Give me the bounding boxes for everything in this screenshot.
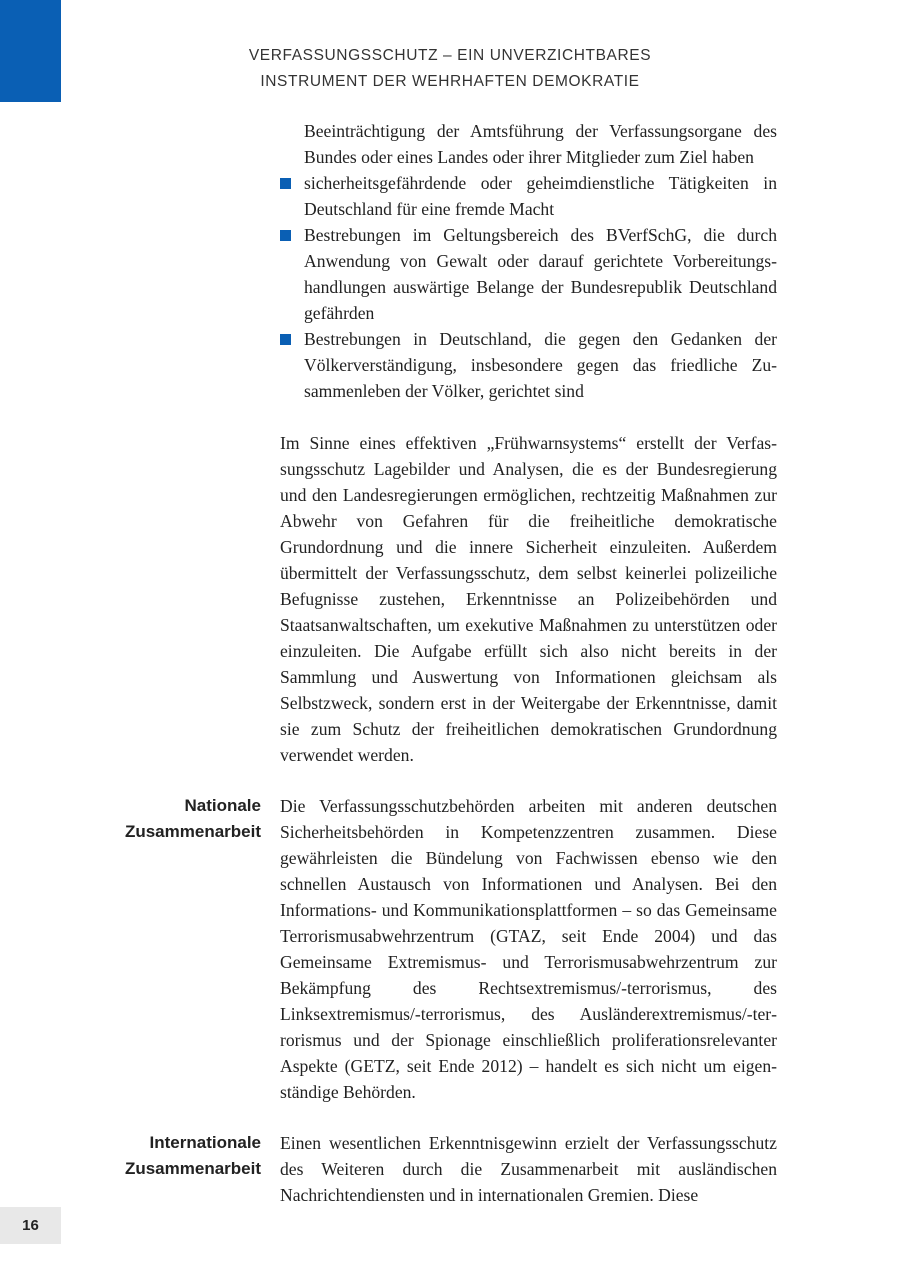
square-bullet-icon — [280, 178, 291, 189]
section-heading — [80, 1130, 261, 1182]
list-item — [280, 170, 777, 222]
page-number: 16 — [0, 1207, 61, 1244]
list-item — [280, 326, 777, 404]
list-item-text: sicherheitsgefährdende oder geheimdienstliche Tätigkeiten in Deutschland für eine fremde Macht — [304, 173, 777, 219]
list-item-text: Bestrebungen in Deutschland, die gegen den Gedanken der Völkerverständigung, insbesondere gegen das friedliche Zusammenleben der Völker, gerichtet sind — [304, 329, 777, 401]
section-heading-line-2: Zusammenarbeit — [124, 822, 261, 841]
list-item-text: Beeinträchtigung der Amtsführung der Verfassungsorgane des Bundes oder eines Landes oder ihrer Mitglieder zum Ziel haben — [304, 121, 777, 167]
section-heading-line-1: Internationale — [149, 1133, 261, 1152]
corner-accent-block — [0, 0, 61, 102]
header-line-1: VERFASSUNGSSCHUTZ – EIN UNVERZICHTBARES — [248, 47, 652, 64]
list-item-text: Bestrebungen im Geltungsbereich des BVerfSchG, die durch Anwendung von Gewalt oder darauf gerichtete Vorbereitungshandlungen auswärtige Belange der Bundesrepublik Deutschland gefährden — [304, 225, 777, 323]
list-item — [280, 222, 777, 326]
main-content — [280, 118, 777, 768]
square-bullet-icon — [280, 230, 291, 241]
section-heading — [80, 793, 261, 845]
running-header — [200, 43, 700, 95]
section-body: Einen wesentlichen Erkenntnisgewinn erzielt der Verfassungsschutz des Weiteren durch die Zusammenarbeit mit ausländischen Nachrichtendiensten und in internationalen Gremien. Diese — [280, 1133, 777, 1205]
section-body: Die Verfassungsschutzbehörden arbeiten mit anderen deutschen Sicherheitsbehörden in Kompetenzzentren zusammen. Diese gewährleisten die Bündelung von Fachwissen ebenso wie den schnellen Austausch von Informationen und Analysen. Bei den Informations- und Kommunikationsplattformen – so das Gemeinsame Terrorismusabwehrzentrum (GTAZ, seit Ende 2004) und das Gemeinsame Extremismus- und Terrorismusabwehrzentrum zur Bekämpfung des Rechtsextremismus/-terrorismus, des Linksextremismus/-terrorismus, des Ausländerextremismus/-terrorismus und der Spionage einschließlich proliferationsrelevanter Aspekte (GETZ, seit Ende 2012) – handelt es sich nicht um eigenständige Behörden. — [280, 796, 777, 1102]
section-heading-line-2: Zusammenarbeit — [124, 1159, 261, 1178]
square-bullet-icon — [280, 334, 291, 345]
bullet-list — [280, 118, 777, 404]
list-item-continued — [280, 118, 777, 170]
section-heading-line-1: Nationale — [184, 796, 261, 815]
intro-paragraph: Im Sinne eines effektiven „Frühwarnsystems“ erstellt der Verfassungsschutz Lagebilder und Analysen, die es der Bundesregierung und den Landesregierungen ermöglichen, rechtzeitig Maßnahmen zur Abwehr von Gefahren für die freiheitliche demokratische Grundordnung und die innere Sicherheit einzuleiten. Außerdem übermittelt der Verfassungsschutz, dem selbst keinerlei polizeiliche Befugnisse zustehen, Erkenntnisse an Polizeibehörden und Staatsanwaltschaften, um exekutive Maßnahmen zu unterstützen oder einzuleiten. Die Aufgabe erfüllt sich also nicht bereits in der Sammlung und Auswertung von Informationen gleichsam als Selbstzweck, sondern erst in der Weitergabe der Erkenntnisse, damit sie zum Schutz der freiheitlichen demokratischen Grundordnung verwendet werden. — [280, 433, 777, 765]
header-line-2: INSTRUMENT DER WEHRHAFTEN DEMOKRATIE — [260, 73, 640, 90]
